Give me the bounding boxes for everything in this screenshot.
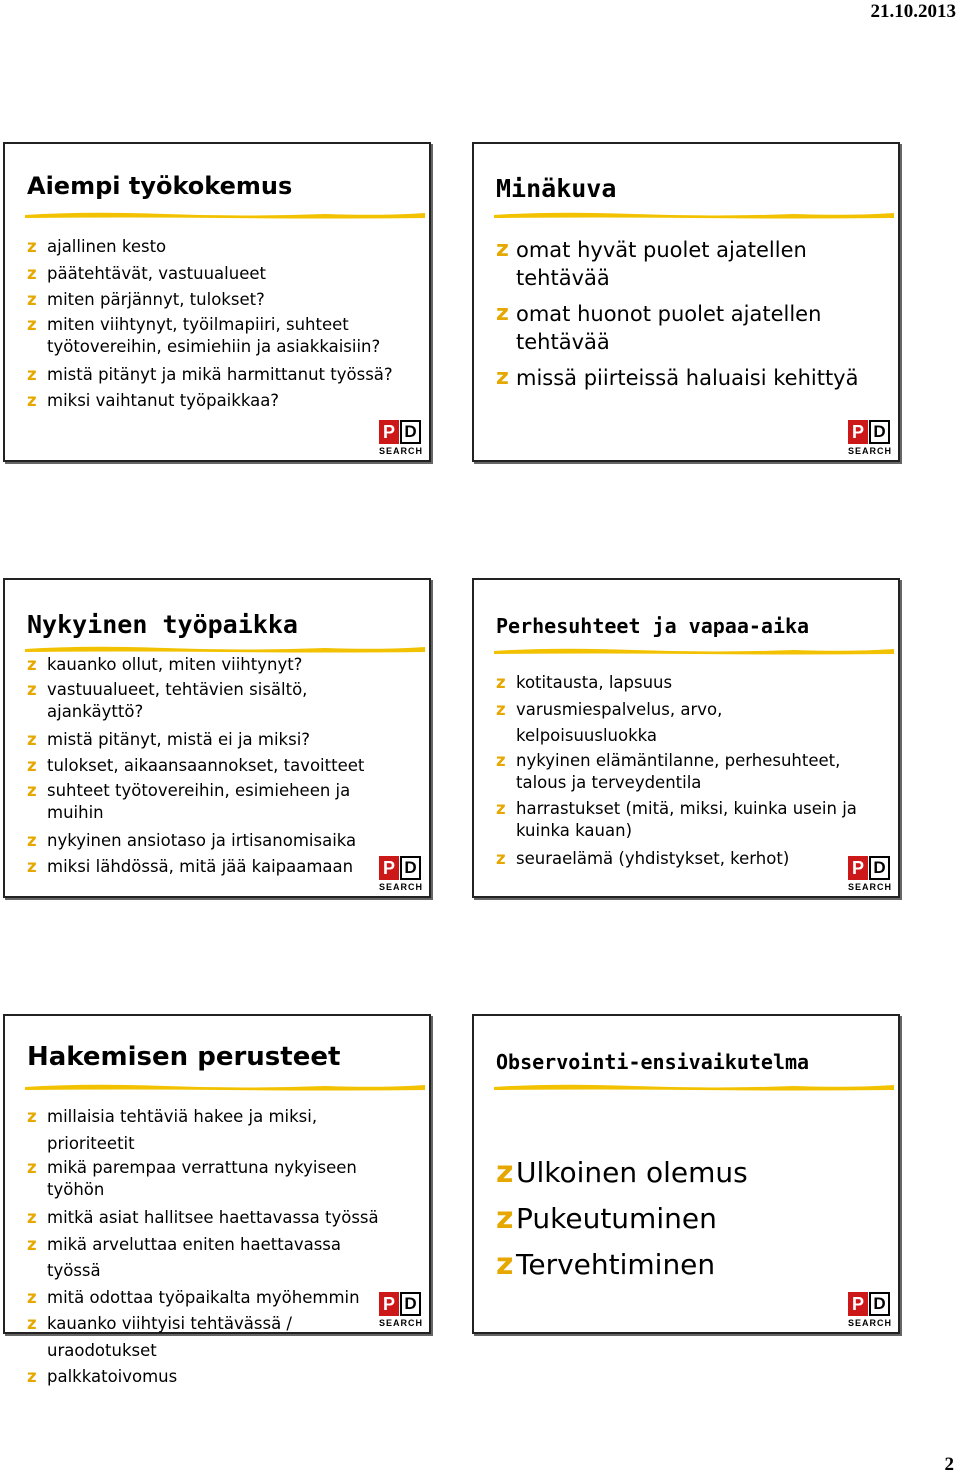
list-item: z nykyinen ansiotaso ja irtisanomisaika	[27, 828, 399, 855]
pd-search-logo: P D SEARCH	[378, 1294, 423, 1328]
bullet-list	[27, 1104, 399, 1391]
list-item: z nykyinen elämäntilanne, perhesuhteet, talous ja terveydentila	[496, 750, 841, 792]
slide-title: Perhesuhteet ja vapaa-aika	[496, 614, 810, 638]
list-item: z omat hyvät puolet ajatellen tehtävää	[496, 237, 807, 290]
slide-title: Observointi-ensivaikutelma	[496, 1050, 810, 1074]
bullet-icon: z	[27, 237, 37, 256]
bullet-icon: z	[27, 780, 37, 800]
list-item: z harrastukset (mitä, miksi, kuinka usein ja kuinka kauan)	[496, 798, 857, 840]
pd-search-logo: P D SEARCH	[847, 1294, 892, 1328]
slide-title: Minäkuva	[496, 174, 617, 203]
bullet-icon: z	[27, 290, 37, 309]
bullet-list	[27, 652, 399, 881]
list-item: z Ulkoinen olemus	[496, 1150, 868, 1196]
list-item: z vastuualueet, tehtävien sisältö, ajankäyttö?	[27, 679, 308, 721]
document-date: 21.10.2013	[870, 1, 956, 22]
bullet-icon: z	[496, 750, 506, 770]
bullet-icon: z	[27, 679, 37, 699]
bullet-list	[496, 1150, 868, 1288]
bullet-icon: z	[27, 1314, 37, 1333]
list-item: z tulokset, aikaansaannokset, tavoitteet	[27, 753, 399, 780]
bullet-icon: z	[27, 655, 37, 674]
list-item: z mistä pitänyt, mistä ei ja miksi?	[27, 727, 399, 754]
list-item: z seuraelämä (yhdistykset, kerhot)	[496, 846, 868, 873]
list-item: z suhteet työtovereihin, esimieheen ja muihin	[27, 780, 351, 822]
slide-aiempi-tyokokemus	[3, 142, 431, 462]
bullet-icon: z	[27, 857, 37, 876]
page-number: 2	[944, 1454, 954, 1475]
list-item: z kauanko viihtyisi tehtävässä / uraodotukset	[27, 1311, 399, 1364]
bullet-icon: z	[496, 1155, 514, 1190]
bullet-icon: z	[496, 237, 509, 262]
list-item: z kauanko ollut, miten viihtynyt?	[27, 652, 399, 679]
bullet-icon: z	[496, 365, 509, 390]
bullet-list	[27, 234, 399, 415]
pd-search-logo: P D SEARCH	[378, 422, 423, 456]
title-underline	[25, 1082, 425, 1090]
list-item: z kotitausta, lapsuus	[496, 670, 868, 697]
list-item: z miten pärjännyt, tulokset?	[27, 287, 399, 314]
list-item: z Tervehtiminen	[496, 1242, 868, 1288]
bullet-icon: z	[496, 1201, 514, 1236]
bullet-list	[496, 670, 868, 872]
pd-search-logo: P D SEARCH	[847, 858, 892, 892]
bullet-icon: z	[496, 673, 506, 692]
list-item: z miksi lähdössä, mitä jää kaipaamaan	[27, 854, 399, 881]
list-item: z miksi vaihtanut työpaikkaa?	[27, 388, 399, 415]
list-item: z mistä pitänyt ja mikä harmittanut työssä?	[27, 362, 399, 389]
bullet-list	[496, 236, 868, 400]
list-item: z ajallinen kesto	[27, 234, 399, 261]
slide-nykyinen-tyopaikka	[3, 578, 431, 898]
list-item: z varusmiespalvelus, arvo, kelpoisuusluokka	[496, 697, 868, 750]
list-item: z missä piirteissä haluaisi kehittyä	[496, 365, 859, 390]
bullet-icon: z	[496, 699, 506, 719]
bullet-icon: z	[27, 729, 37, 749]
pd-search-logo: P D SEARCH	[847, 422, 892, 456]
title-underline	[494, 1082, 894, 1090]
slide-minakuva	[472, 142, 900, 462]
list-item: z päätehtävät, vastuualueet	[27, 261, 399, 288]
pd-search-logo: P D SEARCH	[378, 858, 423, 892]
bullet-icon: z	[27, 1367, 37, 1386]
bullet-icon: z	[27, 756, 37, 775]
bullet-icon: z	[27, 1107, 37, 1126]
bullet-icon: z	[27, 1208, 37, 1227]
bullet-icon: z	[496, 798, 506, 818]
list-item: z omat huonot puolet ajatellen tehtävää	[496, 301, 822, 354]
list-item: z palkkatoivomus	[27, 1364, 399, 1391]
slide-title: Hakemisen perusteet	[27, 1042, 341, 1072]
bullet-icon: z	[27, 1287, 37, 1307]
bullet-icon: z	[27, 391, 37, 410]
bullet-icon: z	[496, 848, 506, 868]
bullet-icon: z	[27, 263, 37, 283]
list-item: z miten viihtynyt, työilmapiiri, suhteet työtovereihin, esimiehiin ja asiakkaisiin?	[27, 314, 381, 356]
slide-observointi	[472, 1014, 900, 1334]
bullet-icon: z	[27, 364, 37, 384]
slide-title: Nykyinen työpaikka	[27, 610, 298, 639]
title-underline	[25, 644, 425, 652]
list-item: z mikä arveluttaa eniten haettavassa työssä	[27, 1232, 399, 1285]
title-underline	[494, 646, 894, 654]
bullet-icon: z	[27, 314, 37, 334]
slide-hakemisen-perusteet	[3, 1014, 431, 1386]
list-item: z mitä odottaa työpaikalta myöhemmin	[27, 1285, 399, 1312]
slide-perhesuhteet	[472, 578, 900, 898]
bullet-icon: z	[27, 1234, 37, 1254]
bullet-icon: z	[27, 830, 37, 850]
list-item: z mitkä asiat hallitsee haettavassa työssä	[27, 1205, 399, 1232]
list-item: z mikä parempaa verrattuna nykyiseen työhön	[27, 1158, 357, 1199]
bullet-icon: z	[496, 301, 509, 326]
title-underline	[25, 210, 425, 218]
title-underline	[494, 210, 894, 218]
list-item: z Pukeutuminen	[496, 1196, 868, 1242]
bullet-icon: z	[496, 1247, 514, 1282]
bullet-icon: z	[27, 1158, 37, 1177]
list-item: z millaisia tehtäviä hakee ja miksi, prioriteetit	[27, 1104, 399, 1157]
slide-title: Aiempi työkokemus	[27, 172, 293, 200]
